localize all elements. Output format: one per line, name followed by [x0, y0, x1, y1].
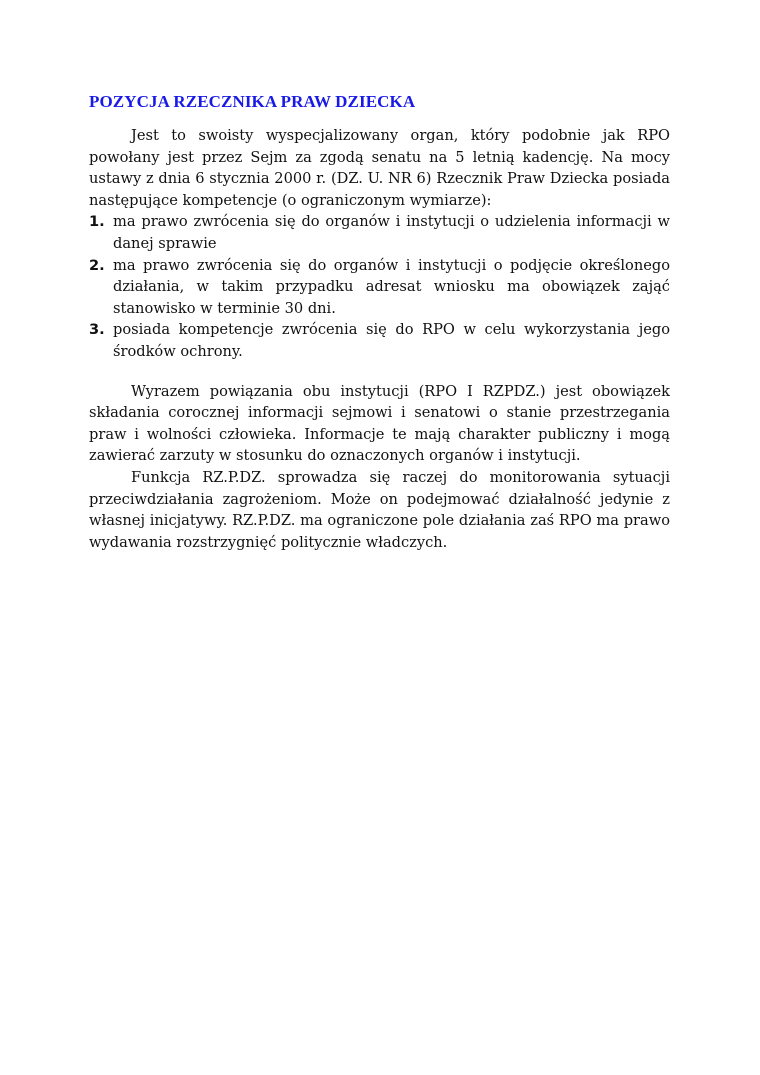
list-item-text: posiada kompetencje zwrócenia się do RPO w celu wykorzystania jego środków ochrony. [113, 321, 670, 360]
document-title: POZYCJA RZECZNIKA PRAW DZIECKA [89, 92, 416, 111]
list-item-number: 2. [89, 256, 105, 274]
list-item [89, 319, 670, 362]
list-item-number: 1. [89, 213, 105, 231]
document-page [89, 91, 670, 553]
list-item [89, 211, 670, 254]
competencies-list [89, 211, 670, 362]
list-item-text: ma prawo zwrócenia się do organów i instytucji o udzielenia informacji w danej sprawie [113, 213, 670, 252]
list-item [89, 255, 670, 320]
list-item-number: 3. [89, 321, 105, 339]
relation-paragraph: Wyrazem powiązania obu instytucji (RPO I RZPDZ.) jest obowiązek składania corocznej informacji sejmowi i senatowi o stanie przestrzegania praw i wolności człowieka. Informacje te mają charakter publiczny i mogą zawierać zarzuty w stosunku do oznaczonych organów i instytucji. [89, 382, 670, 465]
function-paragraph: Funkcja RZ.P.DZ. sprowadza się raczej do monitorowania sytuacji przeciwdziałania zagrożeniom. Może on podejmować działalność jedynie z własnej inicjatywy. RZ.P.DZ. ma ograniczone pole działania zaś RPO ma prawo wydawania rozstrzygnięć politycznie władczych. [89, 468, 670, 551]
intro-paragraph: Jest to swoisty wyspecjalizowany organ, który podobnie jak RPO powołany jest przez Sejm za zgodą senatu na 5 letnią kadencję. Na mocy ustawy z dnia 6 stycznia 2000 r. (DZ. U. NR 6) Rzecznik Praw Dziecka posiada następujące kompetencje (o ograniczonym wymiarze): [89, 127, 670, 209]
list-item-text: ma prawo zwrócenia się do organów i instytucji o podjęcie określonego działania, w takim przypadku adresat wniosku ma obowiązek zająć stanowisko w terminie 30 dni. [113, 256, 670, 317]
